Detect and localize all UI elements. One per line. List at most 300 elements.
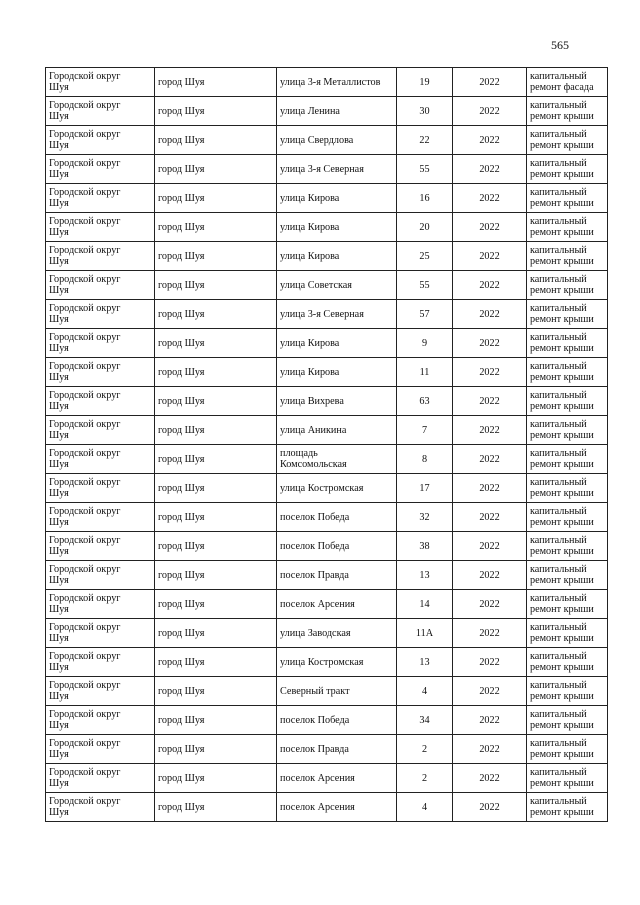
- district-cell: [46, 445, 155, 474]
- work-type-line: капитальный: [530, 419, 587, 430]
- year-cell: 2022: [453, 474, 527, 503]
- district-cell: [46, 213, 155, 242]
- table-row: [46, 387, 608, 416]
- district-line: Шуя: [49, 372, 69, 383]
- house-number-cell: 13: [397, 561, 453, 590]
- work-type-line: капитальный: [530, 448, 587, 459]
- district-line: Шуя: [49, 691, 69, 702]
- district-line: Шуя: [49, 111, 69, 122]
- work-type-cell: [527, 561, 608, 590]
- district-line: Шуя: [49, 140, 69, 151]
- city-cell: город Шуя: [155, 561, 277, 590]
- district-line: Городской округ: [49, 448, 121, 459]
- work-type-cell: [527, 474, 608, 503]
- street-line: улица Вихрева: [280, 395, 344, 407]
- work-type-line: капитальный: [530, 274, 587, 285]
- house-number-cell: 22: [397, 126, 453, 155]
- city-cell: город Шуя: [155, 503, 277, 532]
- street-line: поселок Арсения: [280, 801, 355, 813]
- work-type-line: капитальный: [530, 593, 587, 604]
- district-cell: [46, 677, 155, 706]
- work-type-cell: [527, 590, 608, 619]
- district-line: Шуя: [49, 749, 69, 760]
- work-type-line: ремонт крыши: [530, 749, 594, 760]
- district-line: Шуя: [49, 517, 69, 528]
- city-cell: город Шуя: [155, 155, 277, 184]
- year-cell: 2022: [453, 706, 527, 735]
- district-line: Городской округ: [49, 332, 121, 343]
- street-cell: [277, 764, 397, 793]
- work-type-line: капитальный: [530, 796, 587, 807]
- work-type-line: капитальный: [530, 245, 587, 256]
- table-row: [46, 474, 608, 503]
- year-cell: 2022: [453, 561, 527, 590]
- district-line: Городской округ: [49, 216, 121, 227]
- district-line: Городской округ: [49, 709, 121, 720]
- year-cell: 2022: [453, 619, 527, 648]
- work-type-line: капитальный: [530, 506, 587, 517]
- city-cell: город Шуя: [155, 358, 277, 387]
- work-type-line: ремонт крыши: [530, 343, 594, 354]
- work-type-cell: [527, 648, 608, 677]
- table-row: [46, 126, 608, 155]
- street-cell: [277, 590, 397, 619]
- street-cell: [277, 648, 397, 677]
- city-cell: город Шуя: [155, 329, 277, 358]
- registry-table-body: [46, 68, 608, 822]
- work-type-line: капитальный: [530, 187, 587, 198]
- work-type-line: капитальный: [530, 680, 587, 691]
- work-type-line: капитальный: [530, 535, 587, 546]
- street-cell: [277, 300, 397, 329]
- house-number-cell: 25: [397, 242, 453, 271]
- table-row: [46, 706, 608, 735]
- district-line: Городской округ: [49, 129, 121, 140]
- district-line: Городской округ: [49, 419, 121, 430]
- street-cell: [277, 416, 397, 445]
- work-type-cell: [527, 793, 608, 822]
- work-type-line: ремонт крыши: [530, 807, 594, 818]
- work-type-cell: [527, 300, 608, 329]
- city-cell: город Шуя: [155, 532, 277, 561]
- table-row: [46, 561, 608, 590]
- district-line: Шуя: [49, 82, 69, 93]
- work-type-line: ремонт крыши: [530, 488, 594, 499]
- street-cell: [277, 97, 397, 126]
- street-line: улица Кирова: [280, 337, 340, 349]
- year-cell: 2022: [453, 387, 527, 416]
- work-type-line: ремонт крыши: [530, 430, 594, 441]
- house-number-cell: 11: [397, 358, 453, 387]
- work-type-line: ремонт крыши: [530, 285, 594, 296]
- street-line: поселок Правда: [280, 569, 349, 581]
- district-cell: [46, 706, 155, 735]
- work-type-line: ремонт крыши: [530, 517, 594, 528]
- work-type-cell: [527, 387, 608, 416]
- district-line: Городской округ: [49, 622, 121, 633]
- table-row: [46, 677, 608, 706]
- work-type-cell: [527, 213, 608, 242]
- work-type-line: ремонт крыши: [530, 401, 594, 412]
- work-type-line: ремонт крыши: [530, 633, 594, 644]
- work-type-cell: [527, 329, 608, 358]
- city-cell: город Шуя: [155, 793, 277, 822]
- district-line: Шуя: [49, 169, 69, 180]
- house-number-cell: 34: [397, 706, 453, 735]
- work-type-cell: [527, 706, 608, 735]
- page-number: 565: [551, 38, 569, 52]
- district-line: Шуя: [49, 198, 69, 209]
- table-row: [46, 735, 608, 764]
- street-cell: [277, 793, 397, 822]
- district-line: Городской округ: [49, 535, 121, 546]
- district-cell: [46, 416, 155, 445]
- work-type-cell: [527, 532, 608, 561]
- year-cell: 2022: [453, 358, 527, 387]
- house-number-cell: 55: [397, 271, 453, 300]
- street-cell: [277, 445, 397, 474]
- city-cell: город Шуя: [155, 387, 277, 416]
- work-type-cell: [527, 358, 608, 387]
- table-row: [46, 793, 608, 822]
- district-line: Городской округ: [49, 651, 121, 662]
- district-line: Шуя: [49, 662, 69, 673]
- street-cell: [277, 213, 397, 242]
- street-line: поселок Арсения: [280, 772, 355, 784]
- city-cell: город Шуя: [155, 735, 277, 764]
- work-type-line: капитальный: [530, 651, 587, 662]
- work-type-cell: [527, 97, 608, 126]
- work-type-line: капитальный: [530, 709, 587, 720]
- city-cell: город Шуя: [155, 619, 277, 648]
- city-cell: город Шуя: [155, 590, 277, 619]
- house-number-cell: 2: [397, 764, 453, 793]
- district-line: Шуя: [49, 227, 69, 238]
- year-cell: 2022: [453, 677, 527, 706]
- street-line: поселок Победа: [280, 511, 350, 523]
- year-cell: 2022: [453, 648, 527, 677]
- work-type-cell: [527, 68, 608, 97]
- district-line: Шуя: [49, 401, 69, 412]
- street-line: улица 3-я Северная: [280, 308, 364, 320]
- district-line: Городской округ: [49, 506, 121, 517]
- work-type-line: капитальный: [530, 303, 587, 314]
- district-cell: [46, 358, 155, 387]
- district-line: Городской округ: [49, 390, 121, 401]
- table-row: [46, 445, 608, 474]
- year-cell: 2022: [453, 300, 527, 329]
- work-type-cell: [527, 155, 608, 184]
- district-cell: [46, 387, 155, 416]
- street-line: поселок Правда: [280, 743, 349, 755]
- street-line: поселок Арсения: [280, 598, 355, 610]
- street-cell: [277, 242, 397, 271]
- district-line: Городской округ: [49, 680, 121, 691]
- district-line: Городской округ: [49, 361, 121, 372]
- district-cell: [46, 184, 155, 213]
- district-cell: [46, 735, 155, 764]
- district-line: Городской округ: [49, 158, 121, 169]
- work-type-line: ремонт крыши: [530, 111, 594, 122]
- work-type-cell: [527, 503, 608, 532]
- house-number-cell: 30: [397, 97, 453, 126]
- work-type-line: ремонт крыши: [530, 691, 594, 702]
- table-row: [46, 532, 608, 561]
- street-line: поселок Победа: [280, 714, 350, 726]
- work-type-line: ремонт крыши: [530, 720, 594, 731]
- work-type-line: капитальный: [530, 216, 587, 227]
- year-cell: 2022: [453, 184, 527, 213]
- district-cell: [46, 474, 155, 503]
- district-cell: [46, 619, 155, 648]
- house-number-cell: 9: [397, 329, 453, 358]
- district-line: Шуя: [49, 604, 69, 615]
- work-type-line: ремонт крыши: [530, 459, 594, 470]
- house-number-cell: 19: [397, 68, 453, 97]
- street-cell: [277, 532, 397, 561]
- work-type-line: ремонт крыши: [530, 227, 594, 238]
- work-type-line: капитальный: [530, 390, 587, 401]
- work-type-cell: [527, 619, 608, 648]
- street-cell: [277, 561, 397, 590]
- year-cell: 2022: [453, 445, 527, 474]
- table-row: [46, 97, 608, 126]
- house-number-cell: 55: [397, 155, 453, 184]
- work-type-cell: [527, 735, 608, 764]
- year-cell: 2022: [453, 503, 527, 532]
- year-cell: 2022: [453, 590, 527, 619]
- city-cell: город Шуя: [155, 416, 277, 445]
- street-line: поселок Победа: [280, 540, 350, 552]
- district-line: Шуя: [49, 459, 69, 470]
- district-line: Городской округ: [49, 738, 121, 749]
- district-line: Шуя: [49, 343, 69, 354]
- district-cell: [46, 126, 155, 155]
- work-type-cell: [527, 445, 608, 474]
- district-line: Городской округ: [49, 767, 121, 778]
- work-type-line: ремонт крыши: [530, 314, 594, 325]
- work-type-line: ремонт крыши: [530, 575, 594, 586]
- street-line: улица Кирова: [280, 366, 340, 378]
- street-cell: [277, 735, 397, 764]
- work-type-cell: [527, 126, 608, 155]
- street-line: улица 3-я Северная: [280, 163, 364, 175]
- street-cell: [277, 68, 397, 97]
- district-line: Городской округ: [49, 303, 121, 314]
- district-line: Шуя: [49, 256, 69, 267]
- work-type-line: капитальный: [530, 622, 587, 633]
- table-row: [46, 416, 608, 445]
- street-line: площадь: [280, 448, 318, 459]
- district-cell: [46, 590, 155, 619]
- table-row: [46, 271, 608, 300]
- street-line: улица Костромская: [280, 482, 364, 494]
- street-line: улица Кирова: [280, 250, 340, 262]
- house-number-cell: 38: [397, 532, 453, 561]
- work-type-line: ремонт крыши: [530, 662, 594, 673]
- work-type-line: капитальный: [530, 71, 587, 82]
- district-cell: [46, 271, 155, 300]
- table-row: [46, 648, 608, 677]
- city-cell: город Шуя: [155, 300, 277, 329]
- house-number-cell: 2: [397, 735, 453, 764]
- district-cell: [46, 242, 155, 271]
- district-line: Шуя: [49, 285, 69, 296]
- district-cell: [46, 648, 155, 677]
- street-line: улица 3-я Металлистов: [280, 76, 381, 88]
- district-line: Городской округ: [49, 477, 121, 488]
- district-cell: [46, 561, 155, 590]
- city-cell: город Шуя: [155, 97, 277, 126]
- street-line: улица Свердлова: [280, 134, 354, 146]
- year-cell: 2022: [453, 271, 527, 300]
- table-row: [46, 300, 608, 329]
- work-type-line: капитальный: [530, 564, 587, 575]
- year-cell: 2022: [453, 764, 527, 793]
- repair-registry-table: [45, 67, 608, 822]
- street-line: улица Кирова: [280, 192, 340, 204]
- house-number-cell: 13: [397, 648, 453, 677]
- district-line: Шуя: [49, 314, 69, 325]
- street-cell: [277, 387, 397, 416]
- city-cell: город Шуя: [155, 474, 277, 503]
- house-number-cell: 4: [397, 793, 453, 822]
- table-row: [46, 184, 608, 213]
- house-number-cell: 17: [397, 474, 453, 503]
- house-number-cell: 14: [397, 590, 453, 619]
- street-cell: [277, 474, 397, 503]
- street-cell: [277, 271, 397, 300]
- house-number-cell: 32: [397, 503, 453, 532]
- house-number-cell: 57: [397, 300, 453, 329]
- work-type-line: ремонт крыши: [530, 169, 594, 180]
- city-cell: город Шуя: [155, 445, 277, 474]
- district-line: Городской округ: [49, 100, 121, 111]
- year-cell: 2022: [453, 416, 527, 445]
- work-type-line: ремонт крыши: [530, 372, 594, 383]
- table-row: [46, 590, 608, 619]
- year-cell: 2022: [453, 68, 527, 97]
- year-cell: 2022: [453, 97, 527, 126]
- district-line: Городской округ: [49, 71, 121, 82]
- street-cell: [277, 184, 397, 213]
- city-cell: город Шуя: [155, 184, 277, 213]
- street-line: улица Советская: [280, 279, 352, 291]
- work-type-line: капитальный: [530, 477, 587, 488]
- district-cell: [46, 532, 155, 561]
- district-line: Шуя: [49, 778, 69, 789]
- street-cell: [277, 155, 397, 184]
- district-line: Шуя: [49, 546, 69, 557]
- district-line: Городской округ: [49, 593, 121, 604]
- year-cell: 2022: [453, 213, 527, 242]
- street-cell: [277, 677, 397, 706]
- year-cell: 2022: [453, 532, 527, 561]
- district-cell: [46, 329, 155, 358]
- city-cell: город Шуя: [155, 764, 277, 793]
- table-row: [46, 329, 608, 358]
- street-line: Комсомольская: [280, 459, 347, 470]
- work-type-line: капитальный: [530, 129, 587, 140]
- street-cell: [277, 358, 397, 387]
- city-cell: город Шуя: [155, 68, 277, 97]
- year-cell: 2022: [453, 793, 527, 822]
- district-line: Шуя: [49, 575, 69, 586]
- district-cell: [46, 503, 155, 532]
- street-line: улица Заводская: [280, 627, 351, 639]
- work-type-line: ремонт крыши: [530, 778, 594, 789]
- street-cell: [277, 706, 397, 735]
- work-type-cell: [527, 242, 608, 271]
- city-cell: город Шуя: [155, 648, 277, 677]
- year-cell: 2022: [453, 126, 527, 155]
- district-cell: [46, 155, 155, 184]
- table-row: [46, 213, 608, 242]
- district-cell: [46, 764, 155, 793]
- district-line: Городской округ: [49, 245, 121, 256]
- work-type-line: капитальный: [530, 332, 587, 343]
- table-row: [46, 68, 608, 97]
- work-type-cell: [527, 184, 608, 213]
- district-cell: [46, 97, 155, 126]
- district-cell: [46, 300, 155, 329]
- district-line: Шуя: [49, 807, 69, 818]
- year-cell: 2022: [453, 735, 527, 764]
- city-cell: город Шуя: [155, 706, 277, 735]
- table-row: [46, 619, 608, 648]
- district-cell: [46, 68, 155, 97]
- table-row: [46, 242, 608, 271]
- house-number-cell: 8: [397, 445, 453, 474]
- work-type-line: капитальный: [530, 158, 587, 169]
- street-line: Северный тракт: [280, 685, 350, 697]
- city-cell: город Шуя: [155, 242, 277, 271]
- house-number-cell: 4: [397, 677, 453, 706]
- city-cell: город Шуя: [155, 271, 277, 300]
- city-cell: город Шуя: [155, 213, 277, 242]
- work-type-line: капитальный: [530, 767, 587, 778]
- work-type-line: ремонт крыши: [530, 256, 594, 267]
- district-line: Шуя: [49, 488, 69, 499]
- year-cell: 2022: [453, 329, 527, 358]
- house-number-cell: 16: [397, 184, 453, 213]
- district-line: Городской округ: [49, 796, 121, 807]
- work-type-line: ремонт крыши: [530, 198, 594, 209]
- work-type-line: капитальный: [530, 361, 587, 372]
- district-cell: [46, 793, 155, 822]
- work-type-cell: [527, 764, 608, 793]
- table-row: [46, 764, 608, 793]
- street-line: улица Кирова: [280, 221, 340, 233]
- street-cell: [277, 619, 397, 648]
- house-number-cell: 20: [397, 213, 453, 242]
- work-type-cell: [527, 677, 608, 706]
- year-cell: 2022: [453, 155, 527, 184]
- work-type-line: ремонт крыши: [530, 604, 594, 615]
- work-type-cell: [527, 271, 608, 300]
- district-line: Шуя: [49, 633, 69, 644]
- city-cell: город Шуя: [155, 677, 277, 706]
- house-number-cell: 7: [397, 416, 453, 445]
- work-type-line: капитальный: [530, 100, 587, 111]
- district-line: Шуя: [49, 720, 69, 731]
- district-line: Шуя: [49, 430, 69, 441]
- table-row: [46, 358, 608, 387]
- table-row: [46, 503, 608, 532]
- street-cell: [277, 503, 397, 532]
- work-type-line: ремонт крыши: [530, 140, 594, 151]
- year-cell: 2022: [453, 242, 527, 271]
